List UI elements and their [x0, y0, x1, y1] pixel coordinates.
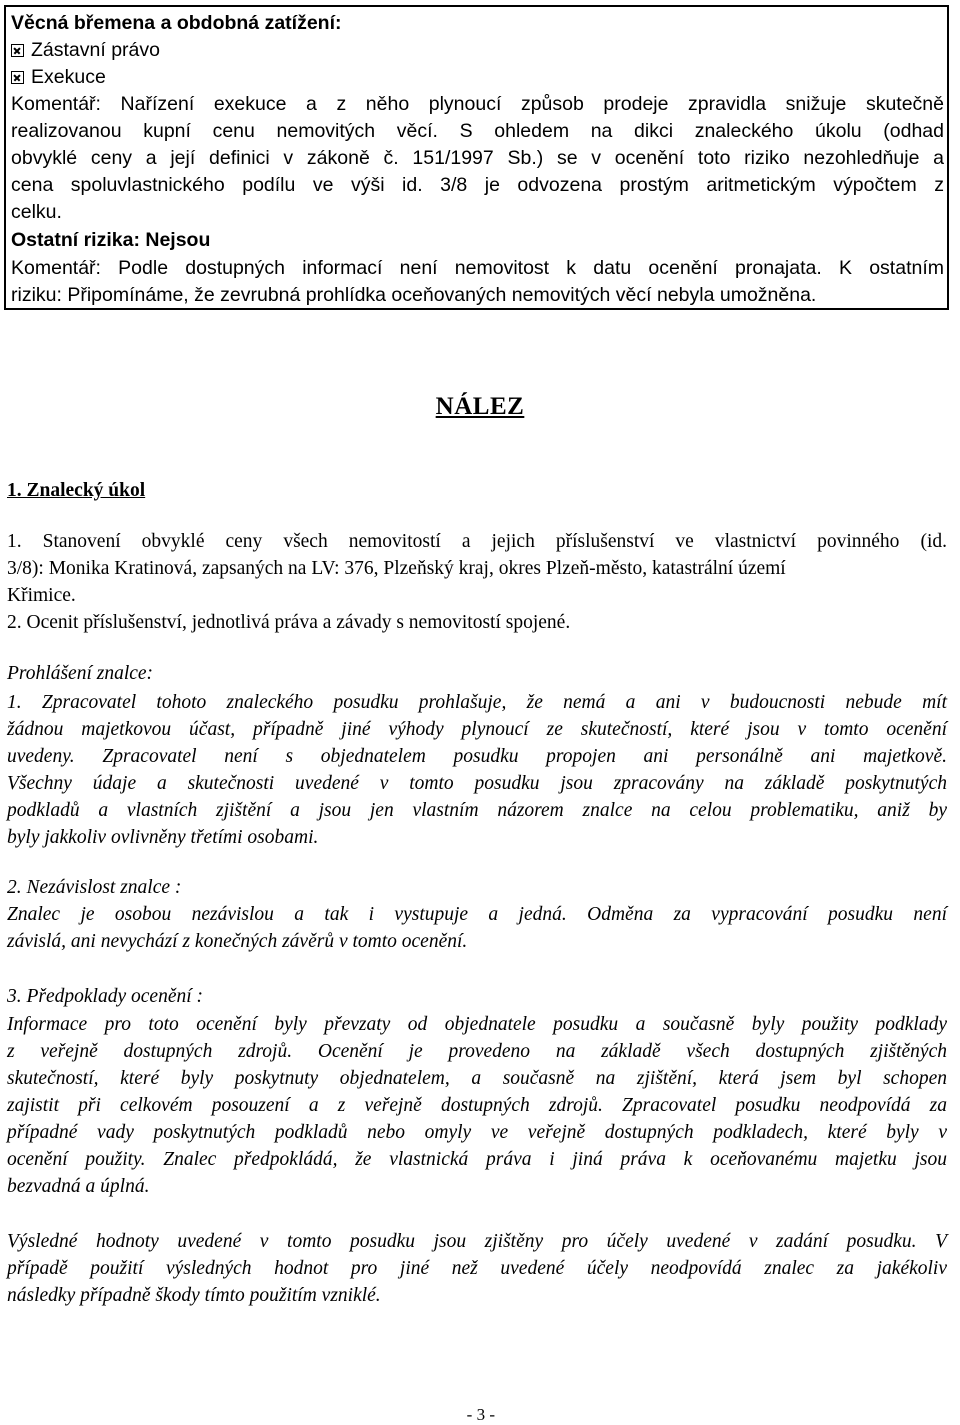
- checkbox-item-lien: Zástavní právo: [11, 37, 942, 64]
- declaration-line: případě použití výsledných hodnot pro jiné než uvedené účely neodpovídá znalec za jakékoliv: [7, 1258, 947, 1279]
- declaration-line: Informace pro toto ocenění byly převzaty od objednatele posudku a současně byly použity podklady: [7, 1014, 947, 1035]
- declaration-line: případné vady poskytnutých podkladů nebo omyly ve veřejně dostupných podkladech, které byly v: [7, 1122, 947, 1143]
- declaration-line: zajistit při celkovém posouzení a z veřejně dostupných zdrojů. Zpracovatel posudku neodpovídá za: [7, 1095, 947, 1116]
- declaration-line: skutečností, které byly poskytnuty objednatelem, a současně na zjištění, která jsem byl schopen: [7, 1068, 947, 1089]
- comment-line: obvyklé ceny a její definici v zákoně č. 151/1997 Sb.) se v ocenění toto riziko nezohledňuje a: [11, 147, 944, 169]
- declaration-heading: Prohlášení znalce:: [7, 663, 154, 684]
- encumbrances-box: [4, 5, 949, 310]
- independence-heading: 2. Nezávislost znalce :: [7, 877, 182, 898]
- task-line: 3/8): Monika Kratinová, zapsaných na LV: 376, Plzeňský kraj, okres Plzeň-město, katastrální území: [7, 558, 786, 579]
- declaration-line: podkladů a vlastních zjištění a jsou jen vlastním názorem znalce na celou problematiku, aniž by: [7, 800, 947, 821]
- other-risks-comment: [11, 255, 942, 309]
- task-line: 2. Ocenit příslušenství, jednotlivá práva a závady s nemovitostí spojené.: [7, 612, 571, 633]
- declaration-line: z veřejně dostupných zdrojů. Ocenění je provedeno na základě všech dostupných zjištěných: [7, 1041, 947, 1062]
- declaration-line: Všechny údaje a skutečnosti uvedené v tomto posudku jsou zpracovány na základě poskytnutých: [7, 773, 947, 794]
- declaration-line: Výsledné hodnoty uvedené v tomto posudku jsou zjištěny pro účely uvedené v zadání posudku. V: [7, 1231, 947, 1252]
- declaration-line: uvedeny. Zpracovatel není s objednatelem posudku propojen ani personálně ani majetkově.: [7, 746, 947, 767]
- comment-line: Komentář: Podle dostupných informací není nemovitost k datu ocenění pronajata. K ostatním: [11, 257, 944, 279]
- task-line: Křimice.: [7, 585, 76, 606]
- encumbrances-heading: Věcná břemena a obdobná zatížení:: [11, 12, 342, 34]
- task-line: 1. Stanovení obvyklé ceny všech nemovitostí a jejich příslušenství ve vlastnictví povinného (id.: [7, 531, 947, 552]
- section-heading: 1. Znalecký úkol: [7, 480, 146, 501]
- page-number: - 3 -: [466, 1405, 495, 1424]
- declaration-line: ocenění použity. Znalec předpokládá, že vlastnická práva i jiná práva k oceňovanému majetku jsou: [7, 1149, 947, 1170]
- declaration-line: závislá, ani nevychází z konečných závěrů v tomto ocenění.: [7, 931, 468, 952]
- encumbrance-comment: [11, 91, 942, 226]
- comment-line: celku.: [11, 201, 62, 223]
- declaration-line: následky případně škody tímto použitím vzniklé.: [7, 1285, 381, 1306]
- other-risks-heading: Ostatní rizika: Nejsou: [11, 229, 211, 251]
- comment-line: cena spoluvlastnického podílu ve výši id. 3/8 je odvozena prostým aritmetickým výpočtem z: [11, 174, 944, 196]
- checked-box-icon: [11, 71, 24, 84]
- declaration-line: 1. Zpracovatel tohoto znaleckého posudku prohlašuje, že nemá a ani v budoucnosti nebude mít: [7, 692, 947, 713]
- comment-line: riziku: Připomínáme, že zevrubná prohlídka oceňovaných nemovitých věcí nebyla umožněna.: [11, 284, 817, 306]
- declaration-line: bezvadná a úplná.: [7, 1176, 150, 1197]
- assumptions-heading: 3. Předpoklady ocenění :: [7, 986, 204, 1007]
- comment-line: realizovanou kupní cenu nemovitých věcí. S ohledem na dikci znaleckého úkolu (odhad: [11, 120, 944, 142]
- checkbox-item-execution: Exekuce: [11, 64, 942, 91]
- checked-box-icon: [11, 44, 24, 57]
- declaration-line: žádnou majetkovou účast, případně jiné výhody plynoucí ze skutečností, které jsou v tomto ocenění: [7, 719, 947, 740]
- comment-line: Komentář: Nařízení exekuce a z něho plynoucí způsob prodeje zpravidla snižuje skutečně: [11, 93, 944, 115]
- finding-title: NÁLEZ: [435, 393, 525, 420]
- declaration-line: byly jakkoliv ovlivněny třetími osobami.: [7, 827, 319, 848]
- declaration-line: Znalec je osobou nezávislou a tak i vystupuje a jedná. Odměna za vypracování posudku není: [7, 904, 947, 925]
